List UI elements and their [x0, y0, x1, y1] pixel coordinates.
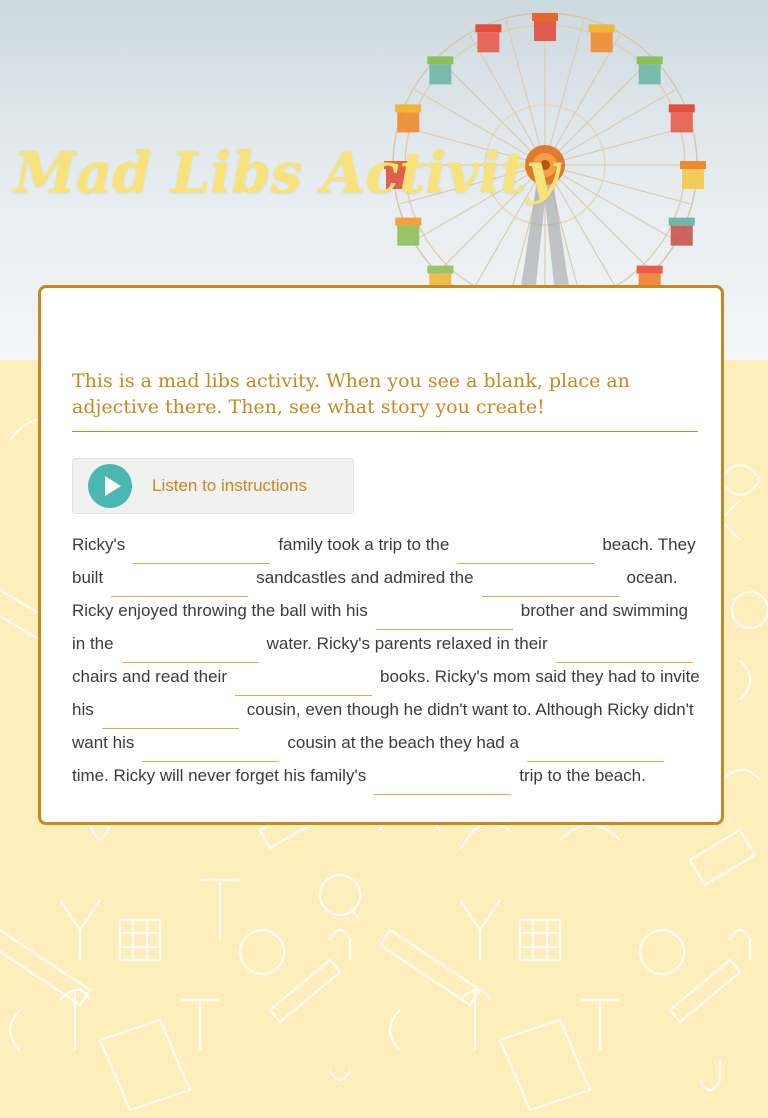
story-segment: water. Ricky's parents relaxed in their	[266, 634, 548, 653]
play-icon	[88, 464, 132, 508]
story-segment: cousin at the beach they had a	[287, 733, 519, 752]
adjective-blank-9[interactable]	[102, 706, 239, 729]
divider	[72, 431, 698, 432]
adjective-blank-3[interactable]	[111, 574, 248, 597]
story-segment: time. Ricky will never forget his family's	[72, 766, 367, 785]
story-segment: sandcastles and admired the	[256, 568, 474, 587]
adjective-blank-6[interactable]	[122, 640, 259, 663]
listen-instructions-button[interactable]	[72, 458, 354, 514]
adjective-blank-8[interactable]	[235, 673, 372, 696]
activity-card	[38, 285, 724, 825]
story-segment: brother and swimming in the	[72, 601, 689, 653]
adjective-blank-5[interactable]	[376, 607, 513, 630]
adjective-blank-12[interactable]	[374, 772, 511, 795]
adjective-blank-10[interactable]	[142, 739, 279, 762]
story-segment: beach. They built	[72, 535, 696, 587]
adjective-blank-2[interactable]	[457, 541, 594, 564]
story-text	[72, 531, 702, 795]
story-segment: family took a trip to the	[278, 535, 450, 554]
story-segment: trip to the beach.	[519, 766, 646, 785]
story-segment: Ricky's	[72, 535, 126, 554]
story-segment: ocean. Ricky enjoyed throwing the ball with his	[72, 568, 678, 620]
listen-instructions-label: Listen to instructions	[152, 476, 307, 495]
adjective-blank-11[interactable]	[527, 739, 664, 762]
adjective-blank-4[interactable]	[482, 574, 619, 597]
adjective-blank-7[interactable]	[556, 640, 693, 663]
story-segment: cousin, even though he didn't want to. Although Ricky didn't want his	[72, 700, 694, 752]
story-segment: chairs and read their	[72, 667, 227, 686]
page-title: Mad Libs Activity	[14, 140, 559, 206]
instructions-text: This is a mad libs activity. When you see a blank, place an adjective there. Then, see what story you create!	[72, 370, 630, 418]
play-button[interactable]	[88, 464, 132, 508]
story-segment: books. Ricky's mom said they had to invite his	[72, 667, 700, 719]
adjective-blank-1[interactable]	[133, 541, 270, 564]
